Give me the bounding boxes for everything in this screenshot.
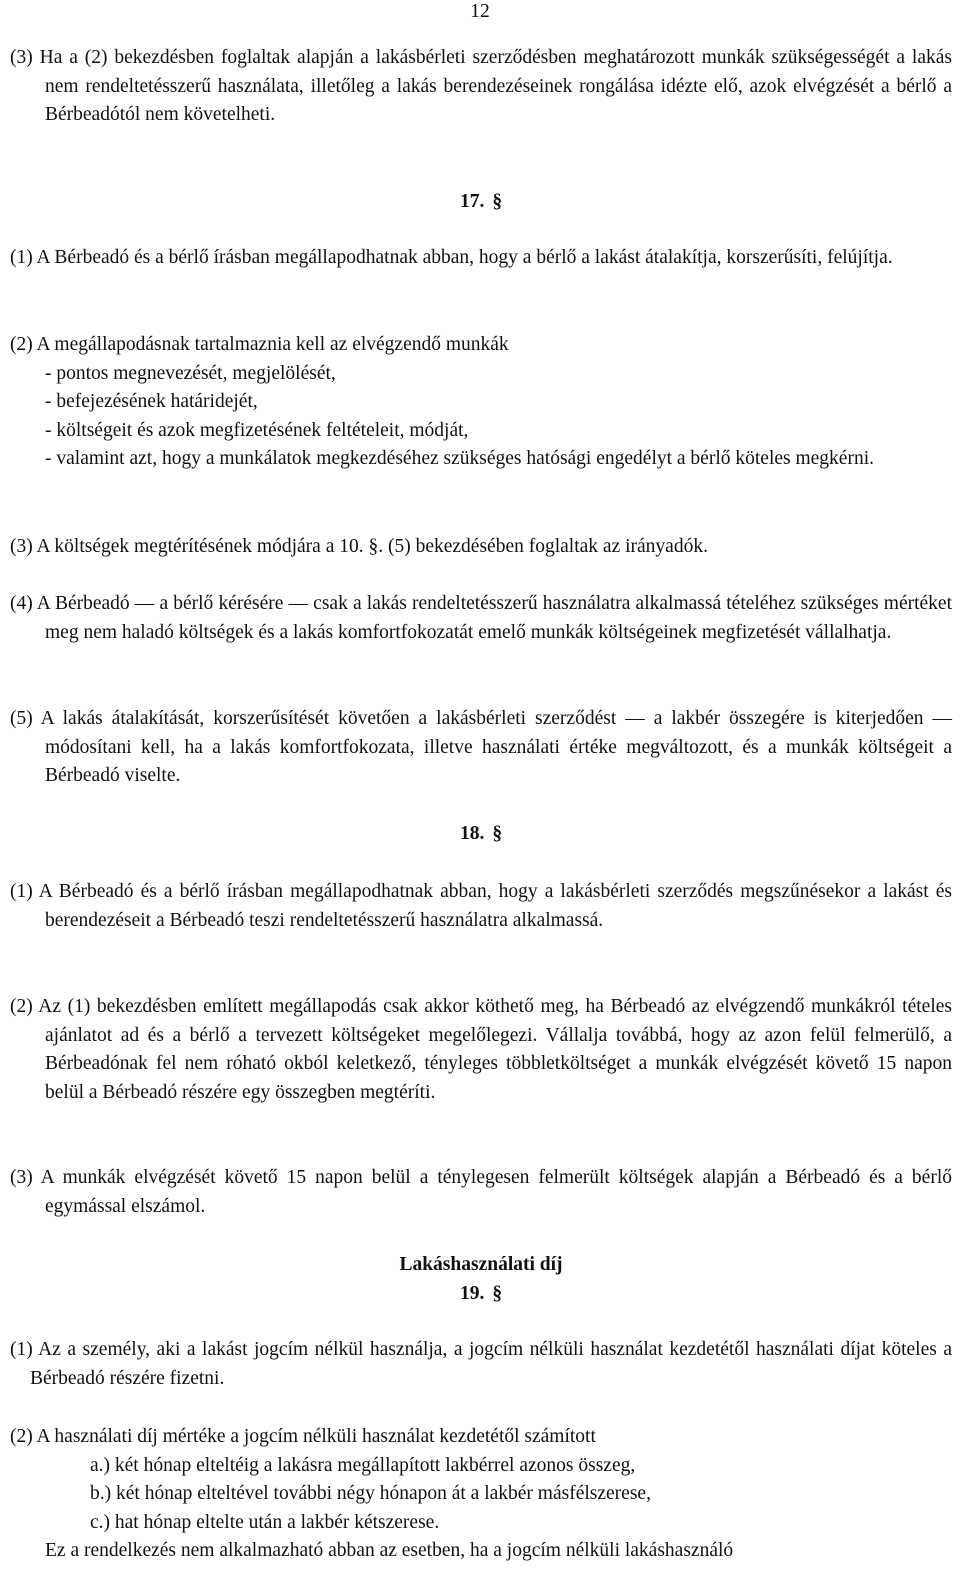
section-number: 19. [459,1282,485,1304]
paragraph-text: (2) Az (1) bekezdésben említett megállapodás csak akkor köthető meg, ha Bérbeadó az elvégzendő munkákról tételes ajánlatot ad és a bérlő a tervezett költségeket megelőlegezi. Vállalja továbbá, hogy az azon felül felmerülő, a Bérbeadónak fel nem róható okból keletkező, tényleges többletköltséget a munkák elvégzését követő 15 napon belül a Bérbeadó részére egy összegben megtéríti. [10,996,952,1103]
section-sign: § [492,1282,503,1304]
list-item: c.) hat hónap eltelte után a lakbér kétszerese. [90,1511,440,1533]
paragraph-19-1 [10,1336,952,1393]
paragraph-text: (3) Ha a (2) bekezdésben foglaltak alapján a lakásbérleti szerződésben meghatározott munkák szükségességét a lakás nem rendeltetésszerű használata, illetőleg a lakás berendezéseinek rongálása idézte elő, azok elvégzését a bérlő a Bérbeadótól nem követelheti. [10,47,952,125]
paragraph-text: (3) A munkák elvégzését követő 15 napon belül a ténylegesen felmerült költségek alapján a Bérbeadó és a bérlő egymással elszámol. [10,1167,952,1217]
paragraph-text: (1) A Bérbeadó és a bérlő írásban megállapodhatnak abban, hogy a lakásbérleti szerződés megszűnésekor a lakást és berendezéseit a Bérbeadó teszi rendeltetésszerű használatra alkalmassá. [10,881,952,931]
paragraph-17-2 [10,331,952,474]
paragraph-intro: (2) A megállapodásnak tartalmaznia kell az elvégzendő munkák [10,334,509,355]
list-item: a.) két hónap elteltéig a lakásra megállapított lakbérrel azonos összeg, [90,1454,636,1476]
section-sign: § [492,191,503,212]
section-number: 18. [459,823,485,844]
list-item: - befejezésének határidejét, [45,391,258,412]
paragraph-17-4 [10,590,952,647]
paragraph-text: (1) A Bérbeadó és a bérlő írásban megállapodhatnak abban, hogy a bérlő a lakást átalakítja, korszerűsíti, felújítja. [10,247,893,268]
paragraph-18-1 [10,878,952,935]
paragraph-intro: (2) A használati díj mértéke a jogcím nélküli használat kezdetétől számított [10,1426,596,1447]
paragraph-16-3 [10,44,952,130]
paragraph-17-1 [10,244,952,273]
list-item: b.) két hónap elteltével további négy hónapon át a lakbér másfélszerese, [90,1483,651,1504]
paragraph-18-2 [10,993,952,1107]
page-number: 12 [470,1,490,22]
paragraph-19-2 [10,1423,952,1566]
paragraph-17-3 [10,533,952,562]
paragraph-text: (4) A Bérbeadó — a bérlő kérésére — csak a lakás rendeltetésszerű használatra alkalmassá tételéhez szükséges mértéket meg nem haladó költségek és a lakás komfortfokozatát emelő munkák költségeinek megfizetését vállalhatja. [10,593,952,643]
list-item: - költségeit és azok megfizetésének feltételeit, módját, [45,419,469,441]
fee-heading-block [10,1251,952,1308]
paragraph-text: (3) A költségek megtérítésének módjára a 10. §. (5) bekezdésében foglaltak az irányadók. [10,536,708,557]
paragraph-text: (5) A lakás átalakítását, korszerűsítését követően a lakásbérleti szerződést — a lakbér összegére is kiterjedően — módosítani kell, ha a lakás komfortfokozata, illetve használati értéke megváltozott, és a munkák költségeit a Bérbeadó viselte. [10,708,952,786]
list-item: - valamint azt, hogy a munkálatok megkezdéséhez szükséges hatósági engedélyt a bérlő köteles megkérni. [45,448,874,469]
section-number: 17. [459,191,485,212]
section-18-heading [10,820,952,849]
section-19-heading [10,1280,952,1309]
fee-list [10,1452,952,1538]
list-item: - pontos megnevezését, megjelölését, [45,362,336,384]
paragraph-18-3 [10,1164,952,1221]
chapter-title: Lakáshasználati díj [399,1254,563,1275]
paragraph-text: (1) Az a személy, aki a lakást jogcím nélkül használja, a jogcím nélküli használat kezdetétől használati díjat köteles a Bérbeadó részére fizetni. [10,1339,952,1389]
requirements-list [10,360,952,474]
section-17-heading [10,188,952,217]
paragraph-tail: Ez a rendelkezés nem alkalmazható abban az esetben, ha a jogcím nélküli lakáshasználó [45,1540,734,1561]
paragraph-17-5 [10,705,952,791]
section-sign: § [492,823,503,844]
